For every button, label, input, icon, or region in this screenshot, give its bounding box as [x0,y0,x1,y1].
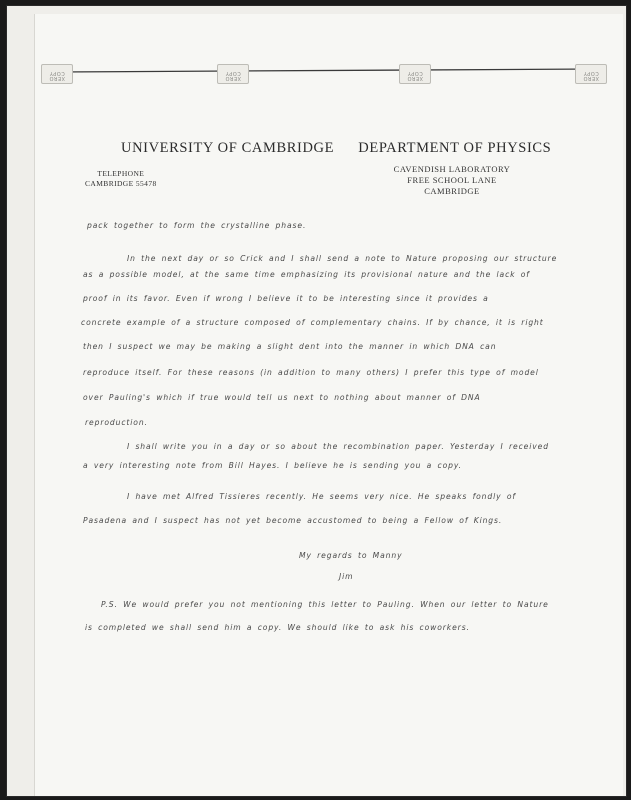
postscript-line: P.S. We would prefer you not mentioning this letter to Pauling. When our letter to Nature [101,600,549,609]
letter-line: a very interesting note from Bill Hayes. I believe he is sending you a copy. [83,461,462,470]
address-line: CAMBRIDGE [424,186,480,196]
letter-line: reproduce itself. For these reasons (in addition to many others) I prefer this type of model [83,368,539,377]
letter-line: I have met Alfred Tissieres recently. He seems very nice. He speaks fondly of [127,492,516,501]
binder-strip [35,14,623,94]
signature: Jim [339,572,354,581]
postscript-line: is completed we shall send him a copy. We should like to ask his coworkers. [85,623,470,632]
telephone-number: CAMBRIDGE 55478 [85,179,157,188]
letter-line: Pasadena and I suspect has not yet become accustomed to being a Fellow of Kings. [83,516,503,525]
department-name: DEPARTMENT OF PHYSICS [358,140,552,156]
xero-copy-stamp: XERO COPY [575,64,607,84]
xero-copy-stamp: XERO COPY [41,64,73,84]
university-name: UNIVERSITY OF CAMBRIDGE [121,140,335,156]
letter-line: concrete example of a structure composed of complementary chains. If by chance, it is right [81,318,544,327]
letter-page [35,14,623,796]
letter-line: I shall write you in a day or so about the recombination paper. Yesterday I received [127,442,549,451]
letter-line: as a possible model, at the same time emphasizing its provisional nature and the lack of [83,270,530,279]
letterhead-title [121,140,551,157]
document-frame [6,5,627,797]
telephone-label: TELEPHONE [97,169,145,178]
closing-regards: My regards to Manny [299,551,403,560]
letter-line: pack together to form the crystalline phase. [87,221,307,230]
address-block [377,164,527,197]
address-line: FREE SCHOOL LANE [407,175,497,185]
telephone-block [85,169,157,189]
letter-line: proof in its favor. Even if wrong I believe it to be interesting since it provides a [83,294,489,303]
xero-copy-stamp: XERO COPY [217,64,249,84]
xero-copy-stamp: XERO COPY [399,64,431,84]
letter-line: reproduction. [85,418,148,427]
letter-line: over Pauling's which if true would tell us next to nothing about manner of DNA [83,393,481,402]
address-line: CAVENDISH LABORATORY [393,164,511,174]
letter-line: In the next day or so Crick and I shall send a note to Nature proposing our structure [127,254,558,263]
letter-line: then I suspect we may be making a slight dent into the manner in which DNA can [83,342,497,351]
